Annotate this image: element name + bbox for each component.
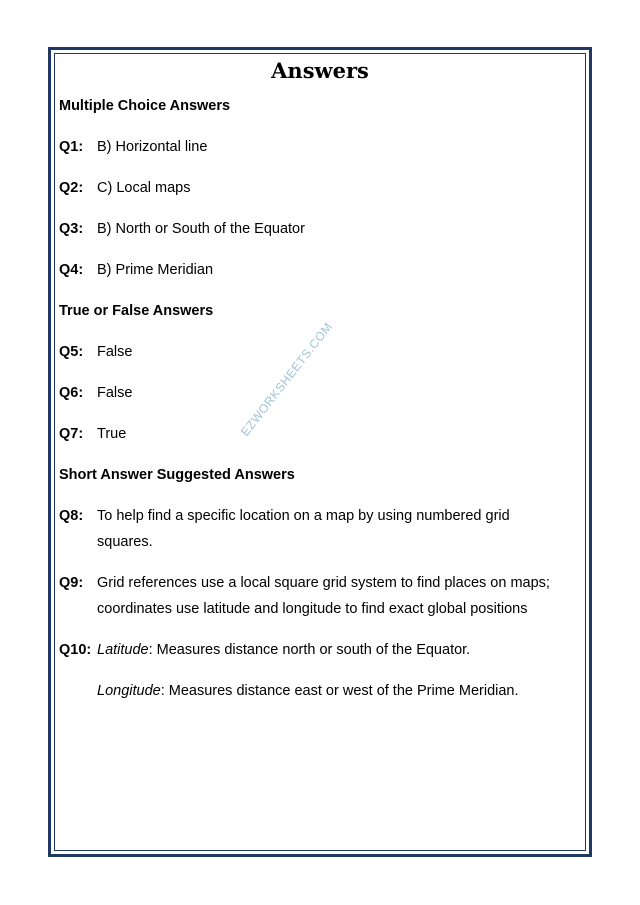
q1-answer: B) Horizontal line <box>97 139 208 155</box>
page-title: Answers <box>271 58 369 83</box>
q7-answer: True <box>97 426 127 442</box>
section-heading-short-answer: Short Answer Suggested Answers <box>59 467 295 483</box>
q5-label: Q5: <box>59 344 84 360</box>
q3-answer: B) North or South of the Equator <box>97 221 305 237</box>
page-border-inner <box>54 53 586 851</box>
q6-answer: False <box>97 385 133 401</box>
longitude-definition: : Measures distance east or west of the Prime Meridian. <box>160 683 519 699</box>
q8-label: Q8: <box>59 508 84 524</box>
latitude-term: Latitude <box>97 642 149 658</box>
q9-label: Q9: <box>59 575 84 591</box>
q10-longitude-line <box>97 678 519 704</box>
longitude-term: Longitude <box>97 683 161 699</box>
watermark: EZWORKSHEETS.COM <box>238 319 336 439</box>
q3-label: Q3: <box>59 221 84 237</box>
q2-label: Q2: <box>59 180 84 196</box>
q2-answer: C) Local maps <box>97 180 191 196</box>
q7-label: Q7: <box>59 426 84 442</box>
q4-label: Q4: <box>59 262 84 278</box>
section-heading-true-false: True or False Answers <box>59 303 214 319</box>
q1-label: Q1: <box>59 139 84 155</box>
page-border <box>48 47 592 857</box>
q5-answer: False <box>97 344 133 360</box>
section-heading-mcq: Multiple Choice Answers <box>59 98 231 114</box>
q4-answer: B) Prime Meridian <box>97 262 214 278</box>
q9-answer: Grid references use a local square grid system to find places on maps; coordinates use latitude and longitude to find exact global positions <box>97 575 550 617</box>
q6-label: Q6: <box>59 385 84 401</box>
q10-latitude-line <box>97 637 470 663</box>
q10-label: Q10: <box>59 642 92 658</box>
latitude-definition: : Measures distance north or south of the Equator. <box>148 642 471 658</box>
q8-answer: To help find a specific location on a map by using numbered grid squares. <box>97 508 510 550</box>
